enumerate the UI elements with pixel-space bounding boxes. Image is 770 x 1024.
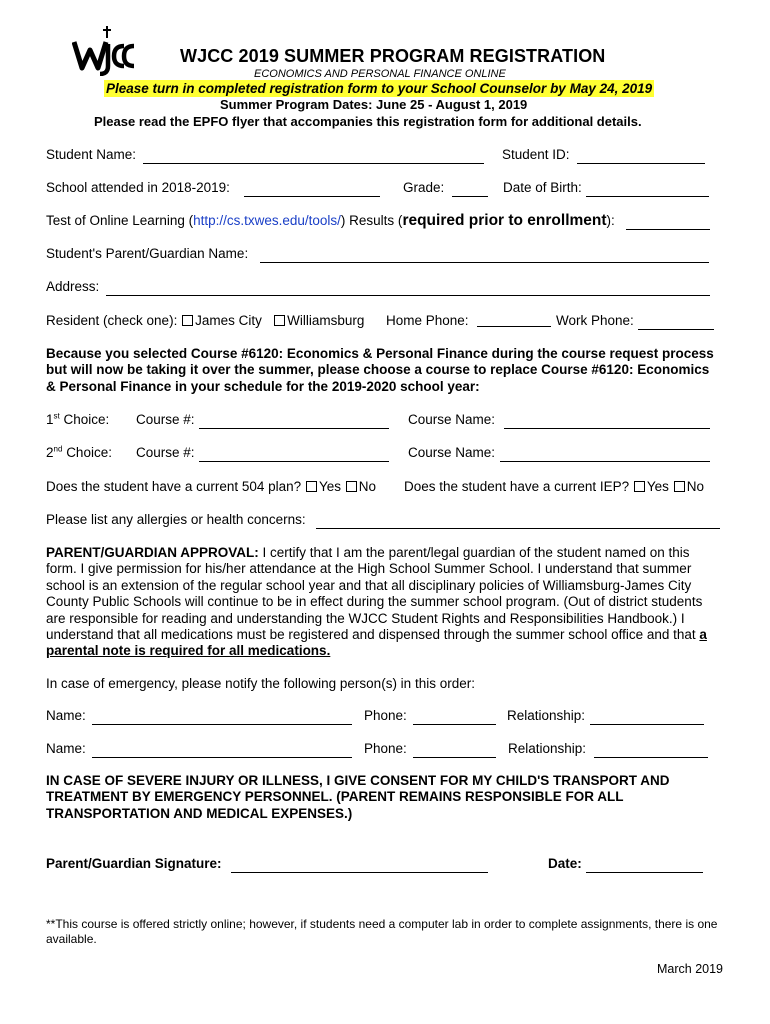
dob-field[interactable] bbox=[586, 180, 709, 196]
second-choice-label: 2nd Choice: bbox=[46, 444, 112, 460]
program-dates: Summer Program Dates: June 25 - August 1, 2019 bbox=[220, 97, 528, 112]
address-field[interactable] bbox=[106, 279, 710, 295]
emergency-name-field-1[interactable] bbox=[92, 708, 352, 724]
resident-label: Resident (check one): bbox=[46, 313, 178, 328]
iep-question: Does the student have a current IEP? bbox=[404, 479, 630, 494]
iep-yes-label: Yes bbox=[646, 479, 669, 494]
allergies-label: Please list any allergies or health concerns: bbox=[46, 512, 306, 527]
footer-date: March 2019 bbox=[657, 962, 724, 976]
course-notice: Because you selected Course #6120: Economics & Personal Finance during the course request process but will now be taking it over the summer, please choose a course to replace Course #6120: Economics & Personal Finance in your schedule for the 2019-2020 school year: bbox=[46, 346, 714, 394]
emergency-phone-label-2: Phone: bbox=[364, 741, 407, 756]
test-results-underline bbox=[626, 229, 710, 230]
student-id-label: Student ID: bbox=[502, 147, 570, 162]
student-id-underline bbox=[577, 163, 705, 164]
emergency-intro: In case of emergency, please notify the following person(s) in this order: bbox=[46, 676, 475, 691]
second-course-name-field[interactable] bbox=[500, 445, 710, 461]
approval-heading: PARENT/GUARDIAN APPROVAL: bbox=[46, 545, 259, 560]
parent-name-label: Student's Parent/Guardian Name: bbox=[46, 246, 249, 261]
second-course-name-label: Course Name: bbox=[408, 445, 496, 460]
test-suffix-text: ): bbox=[606, 213, 615, 228]
williamsburg-label: Williamsburg bbox=[287, 313, 365, 328]
second-course-number-underline bbox=[199, 461, 389, 462]
emergency-name-label-1: Name: bbox=[46, 708, 86, 723]
emergency-relationship-underline-1 bbox=[590, 724, 704, 725]
flyer-note: Please read the EPFO flyer that accompanies this registration form for additional details. bbox=[94, 114, 642, 129]
home-phone-underline bbox=[477, 326, 551, 327]
first-course-number-field[interactable] bbox=[199, 412, 389, 428]
approval-body: I certify that I am the parent/legal guardian of the student named on this form. I give permission for his/her attendance at the High School Summer School. I understand that summer school is an extension of the regular school year and that all disciplinary policies of Williamsburg-James City County Public Schools will continue to be in effect during the summer school program. (Out of district students are responsible for reading and understanding the WJCC Student Rights and Responsibilities Handbook.) I understand that all medications must be registered and dispensed through the summer school office and that bbox=[46, 545, 703, 643]
signature-underline bbox=[231, 872, 488, 873]
signature-date-label: Date: bbox=[548, 856, 582, 871]
emergency-name-field-2[interactable] bbox=[92, 741, 352, 757]
approval-emphasis: a parental note is required for all medications. bbox=[46, 627, 707, 659]
test-link[interactable]: http://cs.txwes.edu/tools/ bbox=[193, 213, 341, 228]
emergency-relationship-label-2: Relationship: bbox=[508, 741, 587, 756]
second-course-name-underline bbox=[500, 461, 710, 462]
first-course-name-label: Course Name: bbox=[408, 412, 496, 427]
emergency-relationship-underline-2 bbox=[594, 757, 708, 758]
emergency-relationship-field-1[interactable] bbox=[590, 708, 704, 724]
allergies-underline bbox=[316, 528, 720, 529]
emergency-phone-underline-1 bbox=[413, 724, 496, 725]
emergency-name-underline-1 bbox=[92, 724, 352, 725]
test-prefix-text: Test of Online Learning ( bbox=[46, 213, 194, 228]
iep-no-label: No bbox=[686, 479, 704, 494]
online-course-footnote: **This course is offered strictly online; however, if students need a computer lab in order to complete assignments, there is one available. bbox=[46, 917, 718, 946]
second-course-number-field[interactable] bbox=[199, 445, 389, 461]
first-choice-label: 1st Choice: bbox=[46, 411, 110, 427]
work-phone-underline bbox=[638, 329, 714, 330]
emergency-relationship-label-1: Relationship: bbox=[507, 708, 586, 723]
grade-field[interactable] bbox=[452, 180, 488, 196]
plan504-no-label: No bbox=[358, 479, 377, 494]
dob-label: Date of Birth: bbox=[503, 180, 582, 195]
grade-label: Grade: bbox=[403, 180, 445, 195]
approval-paragraph bbox=[46, 545, 722, 660]
resident-row bbox=[46, 313, 364, 328]
school-attended-underline bbox=[244, 196, 380, 197]
signature-label: Parent/Guardian Signature: bbox=[46, 856, 222, 871]
test-required-text: required prior to enrollment bbox=[402, 212, 607, 229]
emergency-consent: IN CASE OF SEVERE INJURY OR ILLNESS, I GIVE CONSENT FOR MY CHILD'S TRANSPORT AND TREATMENT BY EMERGENCY PERSONNEL. (PARENT REMAINS RESPONSIBLE FOR ALL TRANSPORTATION AND MEDICAL EXPENSES.) bbox=[46, 773, 670, 821]
williamsburg-checkbox[interactable] bbox=[274, 315, 285, 326]
address-label: Address: bbox=[46, 279, 100, 294]
grade-underline bbox=[452, 196, 488, 197]
parent-name-field[interactable] bbox=[260, 246, 709, 262]
work-phone-label: Work Phone: bbox=[556, 313, 634, 328]
iep-yes-checkbox[interactable] bbox=[634, 481, 645, 492]
emergency-phone-field-1[interactable] bbox=[413, 708, 496, 724]
school-attended-field[interactable] bbox=[244, 180, 380, 196]
iep-row bbox=[404, 479, 704, 494]
address-underline bbox=[106, 295, 710, 296]
plan504-question: Does the student have a current 504 plan? bbox=[46, 479, 302, 494]
iep-no-checkbox[interactable] bbox=[674, 481, 685, 492]
test-online-learning-row bbox=[46, 212, 615, 230]
emergency-phone-field-2[interactable] bbox=[413, 741, 496, 757]
work-phone-field[interactable] bbox=[638, 313, 714, 329]
plan504-yes-label: Yes bbox=[318, 479, 341, 494]
dob-underline bbox=[586, 196, 709, 197]
emergency-phone-underline-2 bbox=[413, 757, 496, 758]
parent-name-underline bbox=[260, 262, 709, 263]
emergency-name-label-2: Name: bbox=[46, 741, 86, 756]
page-title: WJCC 2019 SUMMER PROGRAM REGISTRATION bbox=[180, 46, 606, 66]
deadline-notice: Please turn in completed registration form to your School Counselor by May 24, 2019 bbox=[106, 81, 653, 96]
signature-date-field[interactable] bbox=[586, 856, 703, 872]
student-name-label: Student Name: bbox=[46, 147, 137, 162]
test-results-field[interactable] bbox=[626, 213, 710, 229]
first-course-name-field[interactable] bbox=[504, 412, 710, 428]
james-city-checkbox[interactable] bbox=[182, 315, 193, 326]
student-name-field[interactable] bbox=[143, 147, 483, 163]
test-mid-text: ) Results ( bbox=[340, 213, 403, 228]
emergency-relationship-field-2[interactable] bbox=[594, 741, 708, 757]
second-course-number-label: Course #: bbox=[136, 445, 195, 460]
first-course-number-label: Course #: bbox=[136, 412, 195, 427]
student-id-field[interactable] bbox=[577, 147, 705, 163]
plan504-row bbox=[46, 479, 376, 494]
emergency-name-underline-2 bbox=[92, 757, 352, 758]
wjcc-logo-icon bbox=[72, 24, 136, 76]
allergies-field[interactable] bbox=[316, 512, 720, 528]
signature-date-underline bbox=[586, 872, 703, 873]
student-name-underline bbox=[143, 163, 484, 164]
james-city-label: James City bbox=[195, 313, 262, 328]
first-course-name-underline bbox=[504, 428, 710, 429]
plan504-no-checkbox[interactable] bbox=[346, 481, 357, 492]
page-subtitle: ECONOMICS AND PERSONAL FINANCE ONLINE bbox=[254, 68, 506, 80]
school-attended-label: School attended in 2018-2019: bbox=[46, 180, 230, 195]
first-course-number-underline bbox=[199, 428, 389, 429]
home-phone-label: Home Phone: bbox=[386, 313, 469, 328]
plan504-yes-checkbox[interactable] bbox=[306, 481, 317, 492]
signature-field[interactable] bbox=[231, 856, 488, 872]
emergency-phone-label-1: Phone: bbox=[364, 708, 407, 723]
